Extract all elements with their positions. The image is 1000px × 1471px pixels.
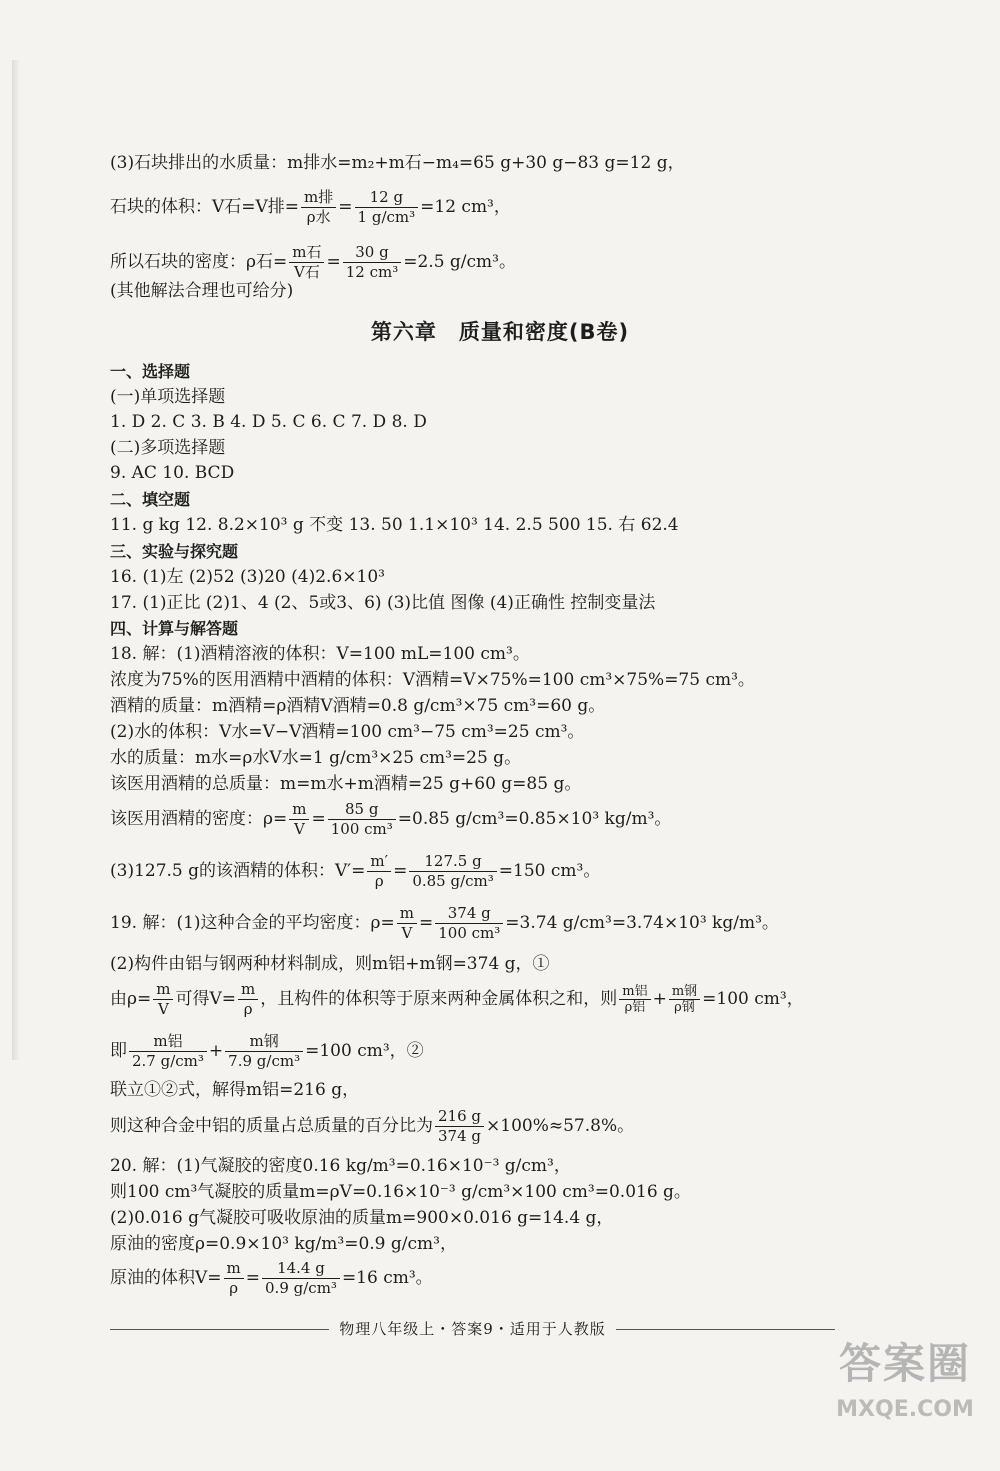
q20-line-1: 20. 解：(1)气凝胶的密度0.16 kg/m³=0.16×10⁻³ g/cm³， [110, 1156, 571, 1176]
scan-edge-shadow [12, 60, 20, 1060]
site-logo-watermark [830, 1331, 980, 1451]
page-footer [110, 1318, 835, 1342]
q19-line-1: 19. 解：(1)这种合金的平均密度：ρ= $\frac{m}{V}$ = $\frac{374 g}{\text{100 cm³}}$ =3.74 g/cm³=3.74×10³ kg/m³。 [110, 904, 779, 942]
q19-line-4: 即 $\frac{\text{m铝}}{\text{2.7 g/cm³}}$ + $\frac{\text{m钢}}{\text{7.9 g/cm³}}$ =100 cm³，② [110, 1032, 424, 1070]
q20-line-2: 则100 cm³气凝胶的质量m=ρV=0.16×10⁻³ g/cm³×100 cm³=0.016 g。 [110, 1182, 691, 1202]
q18-line-6: 该医用酒精的总质量：m=m水+m酒精=25 g+60 g=85 g。 [110, 774, 582, 794]
section-1-heading: 一、选择题 [110, 362, 191, 381]
section-4-heading: 四、计算与解答题 [110, 619, 239, 638]
chapter-title: 第六章 质量和密度(B卷) [370, 320, 630, 344]
top-line-1: (3)石块排出的水质量：m排水=m₂+m石−m₄=65 g+30 g−83 g=12 g， [110, 153, 685, 173]
q18-line-3: 酒精的质量：m酒精=ρ酒精V酒精=0.8 g/cm³×75 cm³=60 g。 [110, 696, 606, 716]
q18-line-7: 该医用酒精的密度：ρ= $\frac{m}{V}$ = $\frac{85 g}{\text{100 cm³}}$ =0.85 g/cm³=0.85×10³ kg/m³。 [110, 800, 672, 838]
q20-line-4: 原油的密度ρ=0.9×10³ kg/m³=0.9 g/cm³， [110, 1234, 457, 1254]
q18-line-4: (2)水的体积：V水=V−V酒精=100 cm³−75 cm³=25 cm³。 [110, 722, 585, 742]
top-line-3: 所以石块的密度：ρ石= $\frac{\text{m石}}{\text{V石}}$ = $\frac{30 g}{\text{12 cm³}}$ =2.5 g/cm³。 [110, 243, 516, 281]
q16-answer: 16. (1)左 (2)52 (3)20 (4)2.6×10³ [110, 567, 385, 587]
footer-text: 物理八年级上・答案9・适用于人教版 [329, 1320, 616, 1338]
section-2-heading: 二、填空题 [110, 490, 191, 509]
section-1-answers-1: 1. D 2. C 3. B 4. D 5. C 6. C 7. D 8. D [110, 412, 427, 432]
q20-line-5: 原油的体积V= $\frac{m}{\rho}$ = $\frac{14.4 g}{\text{0.9 g/cm³}}$ =16 cm³。 [110, 1259, 433, 1297]
q19-line-3: 由ρ= $\frac{m}{V}$ 可得V= $\frac{m}{\rho}$ ，且构件的体积等于原来两种金属体积之和，则 $\frac{\text{m铝}}{\text{ρ铝}}$ + $\frac{\text{m钢}}{\text{ρ钢}}$ =100 cm³， [110, 980, 804, 1018]
q18-line-8: (3)127.5 g的该酒精的体积：V′= $\frac{m'}{\rho}$ = $\frac{127.5 g}{\text{0.85 g/cm³}}$ =150 cm³。 [110, 852, 601, 890]
q18-line-2: 浓度为75%的医用酒精中酒精的体积：V酒精=V×75%=100 cm³×75%=75 cm³。 [110, 670, 755, 690]
section-1-sub-2: (二)多项选择题 [110, 438, 226, 458]
q18-line-1: 18. 解：(1)酒精溶液的体积：V=100 mL=100 cm³。 [110, 644, 530, 664]
q19-line-6: 则这种合金中铝的质量占总质量的百分比为 $\frac{216 g}{374 g}$ ×100%≈57.8%。 [110, 1107, 635, 1145]
section-2-answers: 11. g kg 12. 8.2×10³ g 不变 13. 50 1.1×10³ 14. 2.5 500 15. 右 62.4 [110, 515, 679, 535]
top-line-4: (其他解法合理也可给分) [110, 281, 294, 301]
q17-answer: 17. (1)正比 (2)1、4 (2、5或3、6) (3)比值 图像 (4)正确性 控制变量法 [110, 593, 656, 613]
q19-line-2: (2)构件由铝与钢两种材料制成，则m铝+m钢=374 g，① [110, 954, 550, 974]
q20-line-3: (2)0.016 g气凝胶可吸收原油的质量m=900×0.016 g=14.4 g， [110, 1208, 614, 1228]
section-1-answers-2: 9. AC 10. BCD [110, 463, 235, 483]
q18-line-5: 水的质量：m水=ρ水V水=1 g/cm³×25 cm³=25 g。 [110, 748, 522, 768]
logo-text-cn: 答案圈 [838, 1339, 971, 1388]
q19-line-5: 联立①②式，解得m铝=216 g， [110, 1080, 360, 1100]
logo-text-en: MXQE.COM [836, 1397, 974, 1422]
section-3-heading: 三、实验与探究题 [110, 542, 239, 561]
section-1-sub-1: (一)单项选择题 [110, 387, 226, 407]
top-line-2: 石块的体积：V石=V排= $\frac{\text{m排}}{\text{ρ水}}$ = $\frac{12 g}{\text{1 g/cm³}}$ =12 cm³， [110, 188, 511, 226]
